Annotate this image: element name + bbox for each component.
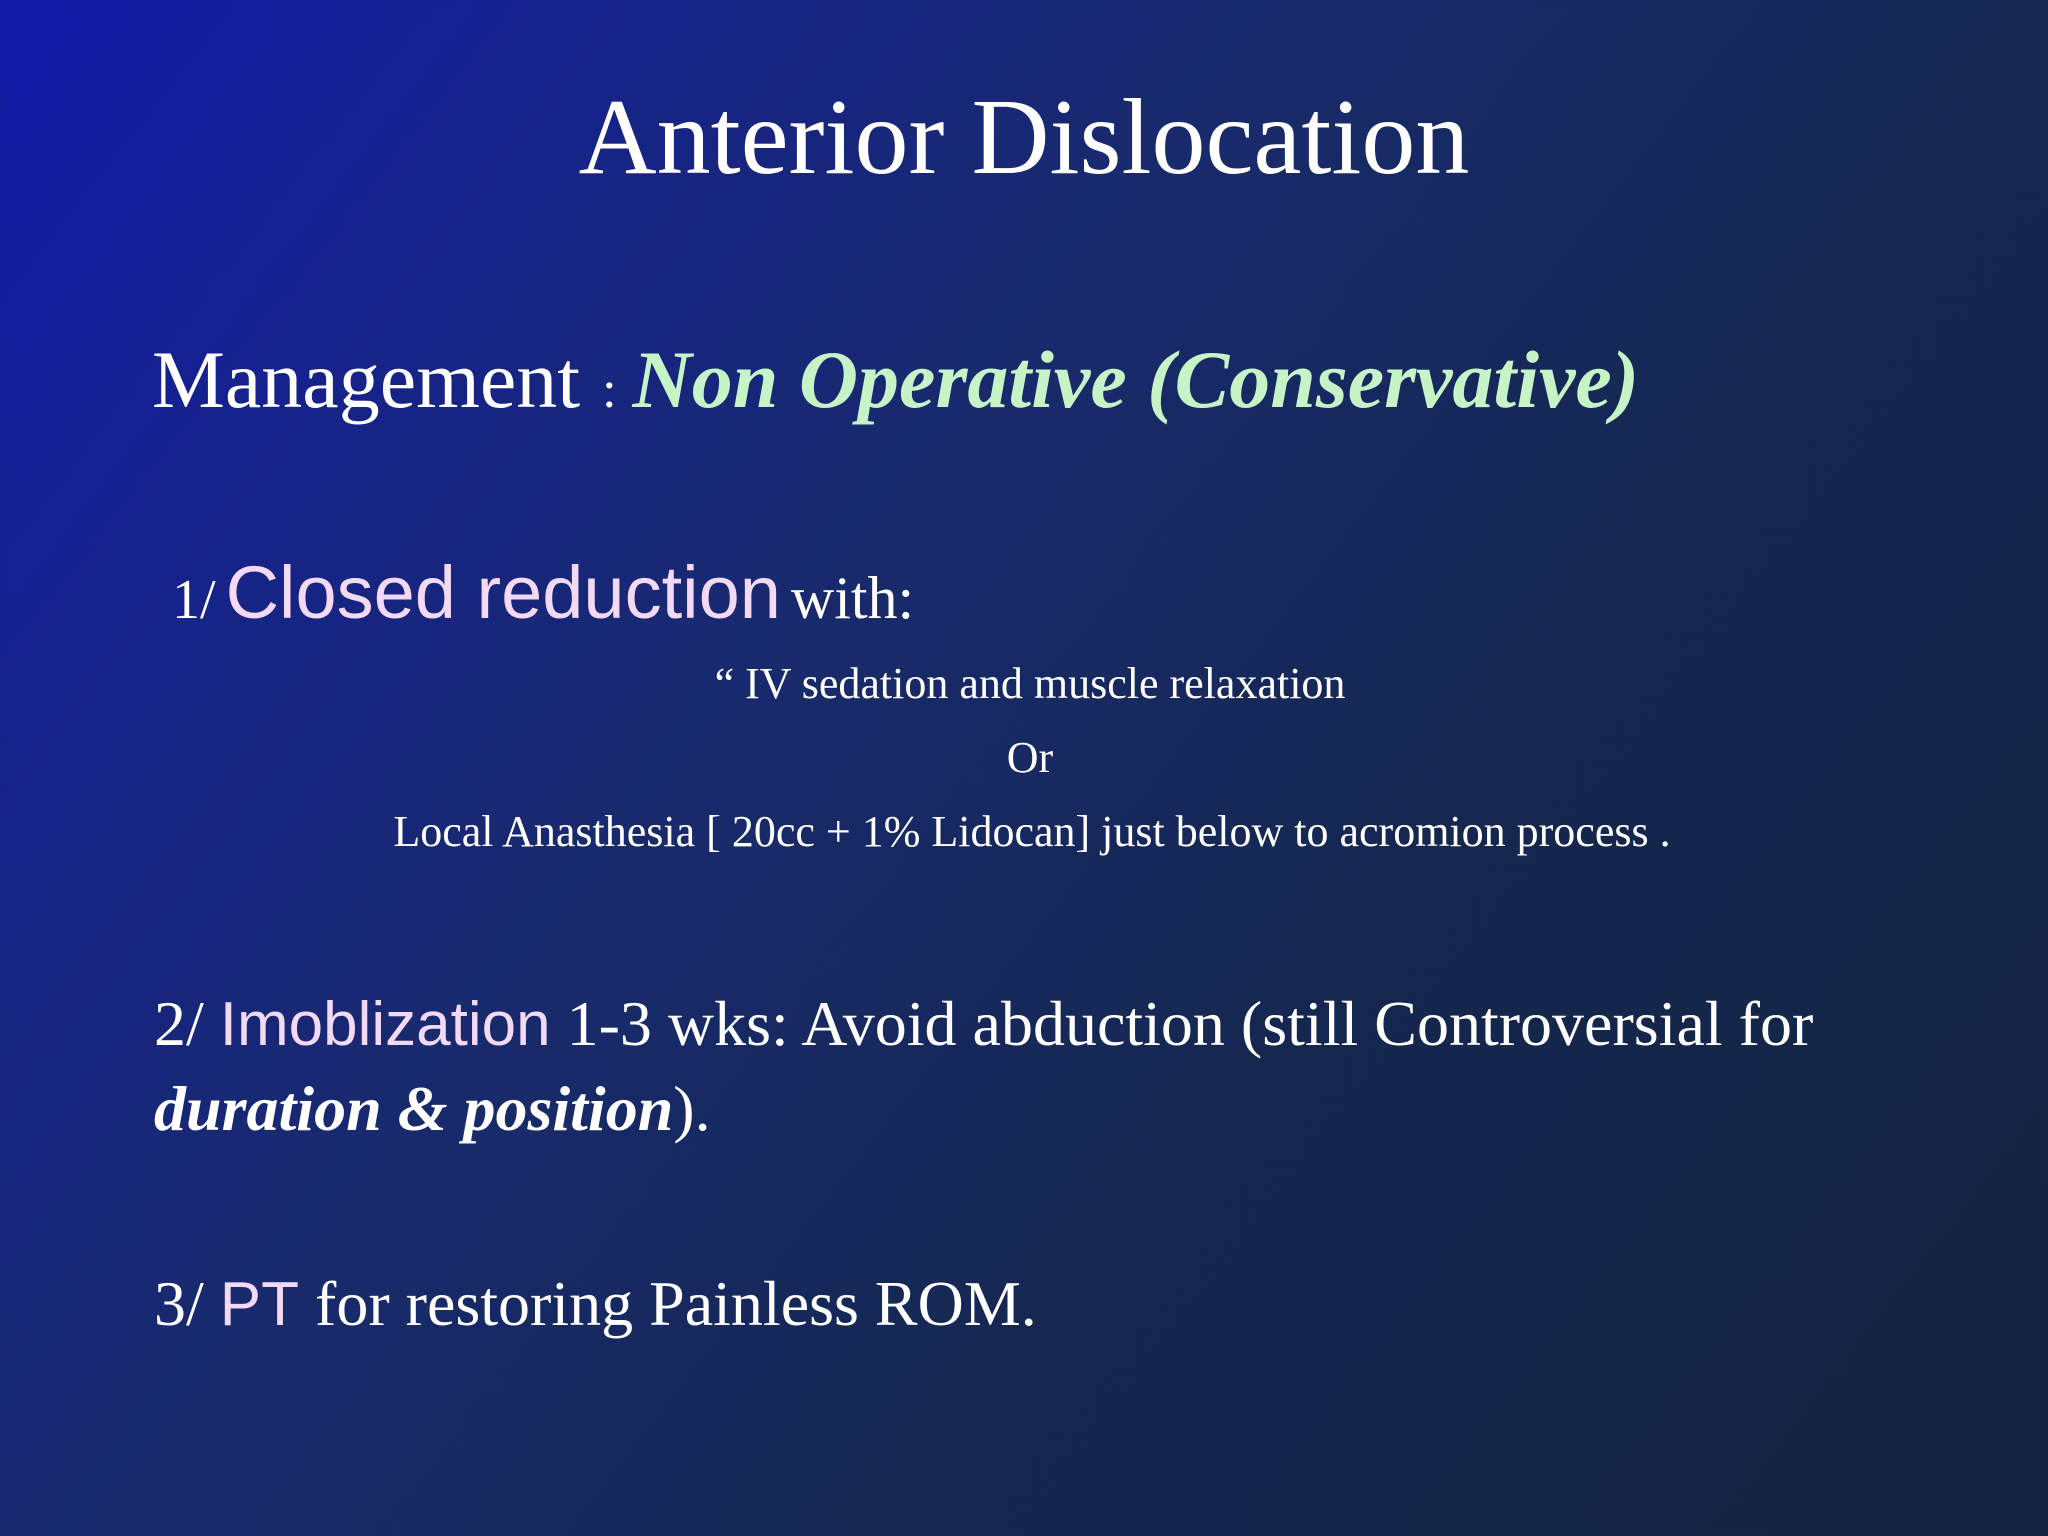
- step-1-option-or: Or: [1006, 733, 1054, 782]
- management-separator: :: [602, 362, 617, 419]
- step-2-emphasis: duration & position: [154, 1073, 674, 1144]
- step-2-closing: ).: [673, 1073, 711, 1144]
- step-3-number: 3/: [154, 1268, 204, 1339]
- management-line: [152, 330, 1639, 441]
- step-1-tail: with:: [790, 565, 915, 631]
- management-label: Management: [152, 334, 581, 425]
- step-1-option-sedation-text: “ IV sedation and muscle relaxation: [714, 659, 1346, 708]
- step-1-highlight: Closed reduction: [225, 551, 781, 634]
- step-2-highlight: Imoblization: [219, 990, 551, 1059]
- step-1: [172, 548, 914, 645]
- step-1-option-sedation: [0, 656, 2048, 712]
- step-1-option-local-anasthesia: Local Anasthesia [ 20cc + 1% Lidocan] just below to acromion process .: [393, 807, 1671, 856]
- step-3: [154, 1262, 1037, 1347]
- step-2: [154, 982, 1994, 1151]
- step-3-text: for restoring Painless ROM.: [315, 1268, 1037, 1339]
- step-2-number: 2/: [154, 988, 204, 1059]
- step-1-number: 1/: [172, 569, 216, 631]
- slide-title: Anterior Dislocation: [578, 78, 1470, 197]
- management-approach: Non Operative (Conservative): [632, 334, 1640, 425]
- step-3-highlight: PT: [219, 1270, 300, 1339]
- step-2-text: 1-3 wks: Avoid abduction (still Controversial for: [566, 988, 1814, 1059]
